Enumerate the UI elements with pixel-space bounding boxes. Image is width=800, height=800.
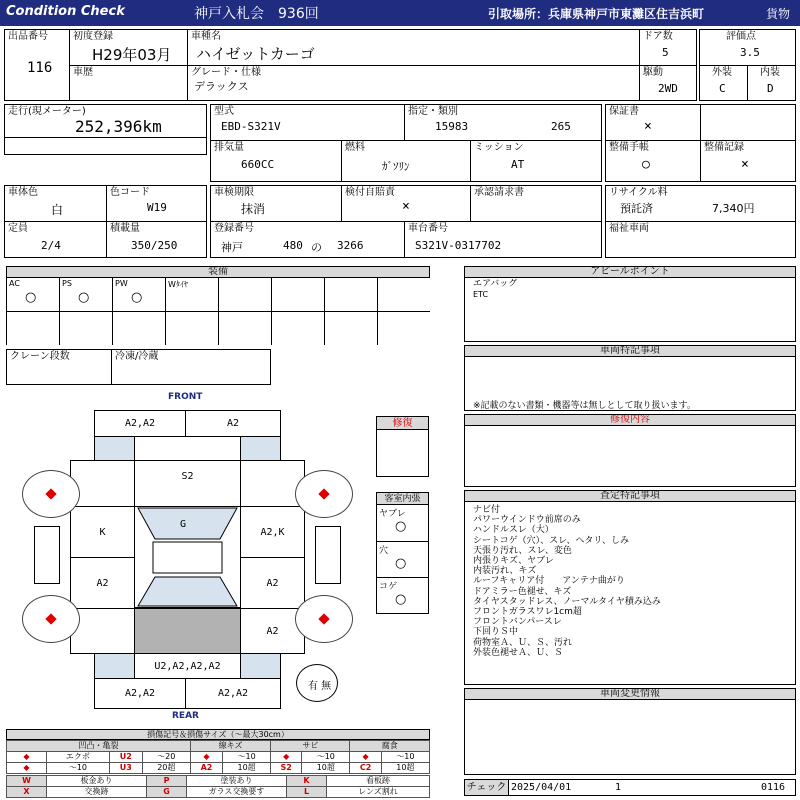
inspector-line: ルーフキャリア付 アンテナ曲がり <box>473 576 625 587</box>
equipment-label: PS <box>62 279 72 288</box>
windshield-damage: G <box>180 519 187 530</box>
history-cell <box>69 65 188 101</box>
body-color-label: 車体色 <box>8 187 38 198</box>
grade-label: グレード・仕様 <box>191 67 261 78</box>
right-front-door: A2,K <box>240 506 305 558</box>
warranty-cell <box>605 104 701 141</box>
manual: ○ <box>642 157 650 172</box>
plate-cell <box>210 221 405 258</box>
cargo-area <box>134 608 241 654</box>
doors-label: ドア数 <box>643 31 673 42</box>
lot-label: 出品番号 <box>8 31 48 42</box>
warranty-label: 保証書 <box>609 106 639 117</box>
history-label: 車歴 <box>73 67 93 78</box>
record-label: 整備記録 <box>704 142 744 153</box>
legend-dent-c: 〜20 <box>142 752 190 763</box>
legend-rust-a: S2 <box>271 763 302 774</box>
legend-scratch-c: A2 <box>190 763 222 774</box>
code-w-desc: 板金あり <box>47 776 147 787</box>
interior-burn-label: コゲ <box>379 582 398 592</box>
grade: デラックス <box>194 80 249 93</box>
check-label: チェック <box>465 780 509 795</box>
equipment-mark: ○ <box>131 290 143 305</box>
color-code-label: 色コード <box>110 187 150 198</box>
equipment-mark: ○ <box>78 290 90 305</box>
equipment-cell <box>324 311 378 345</box>
equipment-cell <box>324 277 378 312</box>
notes-title: 車両特記事項 <box>464 345 796 357</box>
equipment-cell <box>271 311 325 345</box>
appeal-line-2: ETC <box>473 290 489 299</box>
code-x: X <box>7 787 47 798</box>
rear-bumper: U2,A2,A2,A2 <box>134 653 241 679</box>
equipment-grid <box>6 277 430 345</box>
legend-dent-b: U2 <box>109 752 142 763</box>
first-reg: H29年03月 <box>92 46 172 64</box>
manual-cell <box>605 140 701 182</box>
type-label: 型式 <box>214 106 234 117</box>
equipment-cell <box>59 311 113 345</box>
fuel: ｶﾞｿﾘﾝ <box>382 160 410 173</box>
model-label: 車種名 <box>191 31 221 42</box>
mileage-label: 走行(現メーター) <box>8 106 86 117</box>
rear-label: REAR <box>172 711 199 721</box>
approval-label: 承認請求書 <box>474 187 524 198</box>
appeal-title: アピールポイント <box>464 266 796 278</box>
left-front-door: K <box>70 506 135 558</box>
ext: C <box>719 82 726 95</box>
legend-table: 凹凸・亀裂 線キズ サビ 腐食 ◆ エクボ U2 〜20 ◆ 〜10 ◆ 〜10 ◆ 〜10 ◆ 〜10 U3 20超 A2 10超 S2 10超 C2 10超 <box>6 740 430 774</box>
grade-cell <box>187 65 640 101</box>
front-bumper-left: A2,A2 <box>94 410 186 437</box>
equipment-cell <box>165 311 219 345</box>
interior-tear-label: ヤブレ <box>379 509 406 519</box>
legend-group-scratch: 線キズ <box>190 741 270 752</box>
crane-label: クレーン段数 <box>10 351 70 362</box>
color-code: W19 <box>147 201 167 214</box>
check-count: 1 <box>615 782 622 793</box>
equipment-cell <box>377 277 430 312</box>
designation: 15983 <box>435 120 469 133</box>
inspector-line: 外装色褪せＡ、Ｕ、Ｓ <box>473 647 564 658</box>
inspection-label: 車検期限 <box>214 187 254 198</box>
equipment-cell <box>271 277 325 312</box>
model-type: EBD-S321V <box>221 120 281 133</box>
mileage: 252,396km <box>75 117 162 136</box>
header-bar <box>0 0 800 26</box>
designation-label: 指定・類別 <box>408 106 458 117</box>
welfare-label: 福祉車両 <box>609 223 649 234</box>
interior-hole-mark: ○ <box>395 556 407 571</box>
manual-label: 整備手帳 <box>609 142 649 153</box>
check-date: 2025/04/01 <box>511 782 572 793</box>
right-mirror <box>315 526 341 584</box>
code-l-desc: レンズ割れ <box>327 787 430 798</box>
legend-title: 損傷記号＆損傷サイズ（〜最大30cm） <box>6 729 430 740</box>
approval-cell <box>470 185 602 222</box>
front-bumper-right: A2 <box>185 410 281 437</box>
mission-label: ミッション <box>474 142 524 153</box>
chassis-label: 車台番号 <box>408 223 448 234</box>
inspector-line: シートコゲ（穴）、スレ、ヘタリ、しみ <box>473 535 629 546</box>
mission-cell <box>470 140 602 182</box>
load-label: 積載量 <box>110 223 140 234</box>
displacement-cell <box>210 140 342 182</box>
record-cell <box>700 140 796 182</box>
plate-number: 3266 <box>337 239 364 252</box>
inspector-line: ハンドルスレ（大） <box>473 525 554 536</box>
code-k-desc: 看板跡 <box>327 776 430 787</box>
score-label: 評価点 <box>726 31 756 42</box>
equipment-cell <box>218 277 272 312</box>
warranty-blank <box>700 104 796 141</box>
displacement: 660CC <box>241 158 275 171</box>
int: D <box>767 82 774 95</box>
repair-box-body <box>376 429 429 477</box>
inspector-line: 天張り汚れ、スレ、変色 <box>473 545 572 556</box>
interior-hole-label: 穴 <box>379 546 389 556</box>
doors-cell <box>639 29 697 66</box>
wheel-front-right-icon <box>295 470 353 518</box>
freezer-label: 冷凍/冷蔵 <box>115 351 159 362</box>
capacity-label: 定員 <box>8 223 28 234</box>
change-title: 車両変更情報 <box>464 688 796 700</box>
mileage-cell <box>4 104 207 155</box>
body-color-cell <box>4 185 107 222</box>
auction-name: 神戸入札会 936回 <box>194 6 319 22</box>
mission: AT <box>511 158 525 171</box>
recall-label: 検付自賠責 <box>345 187 395 198</box>
inspector-line: ドアミラー色褪せ、キズ <box>473 586 572 597</box>
front-label: FRONT <box>168 392 203 402</box>
welfare-cell <box>605 221 796 258</box>
model-name: ハイゼットカーゴ <box>196 45 315 63</box>
code-x-desc: 交換跡 <box>47 787 147 798</box>
inspector-line: フロントバンパースレ <box>473 617 562 628</box>
inspector-line: 内張りキズ、ヤブレ <box>473 556 554 567</box>
change-body <box>464 699 796 775</box>
recycle-label: リサイクル料 <box>609 187 668 198</box>
equipment-cell <box>377 311 430 345</box>
inspector-line: ナビ付 <box>473 505 501 515</box>
code-p-desc: 塗装あり <box>187 776 287 787</box>
inspector-title: 査定特記事項 <box>464 490 796 502</box>
rear-light-left <box>94 653 135 679</box>
front-light-left <box>94 436 135 461</box>
code-g-desc: ガラス交換要す <box>187 787 287 798</box>
capacity: 2/4 <box>41 239 61 252</box>
legend-scratch-d: 10超 <box>222 763 270 774</box>
drive-cell <box>639 65 697 101</box>
front-light-right <box>240 436 281 461</box>
code-g: G <box>147 787 187 798</box>
lot-cell <box>4 29 70 101</box>
fuel-cell <box>341 140 471 182</box>
footer-bar <box>464 779 796 796</box>
code-k: K <box>287 776 327 787</box>
freezer-cell <box>111 349 271 385</box>
legend-rust-d: 10超 <box>302 763 350 774</box>
displacement-label: 排気量 <box>214 142 244 153</box>
chassis-cell <box>404 221 602 258</box>
legend-group-rust: サビ <box>271 741 350 752</box>
inspection-cell <box>210 185 342 222</box>
crane-cell <box>6 349 112 385</box>
left-front-fender-top <box>70 460 135 507</box>
drive: 2WD <box>658 82 678 95</box>
lot-number: 116 <box>27 60 53 76</box>
code-w: W <box>7 776 47 787</box>
interior-body <box>376 504 429 614</box>
equipment-label: AC <box>9 279 20 288</box>
inspector-line: パワーウインドウ前席のみ <box>473 515 581 526</box>
wheel-rear-right-icon <box>295 595 353 643</box>
legend-group-dent: 凹凸・亀裂 <box>7 741 191 752</box>
interior-tear-mark: ○ <box>395 519 407 534</box>
interior-burn-mark: ○ <box>395 592 407 607</box>
int-label: 内装 <box>760 67 780 78</box>
rear-lower-right: A2,A2 <box>185 678 281 709</box>
legend-dent-e: U3 <box>109 763 142 774</box>
right-rear-door: A2 <box>240 557 305 609</box>
inspector-line: フロントガラスワレ1cm超 <box>473 607 582 618</box>
hood: S2 <box>134 460 241 507</box>
legend-dent-d: 〜10 <box>47 763 110 774</box>
rear-light-right <box>240 653 281 679</box>
wheel-rear-left-icon <box>22 595 80 643</box>
ext-cell <box>699 65 748 101</box>
vehicle-type: 貨物 <box>766 7 791 21</box>
recycle-status: 預託済 <box>620 202 653 215</box>
equipment-cell <box>218 311 272 345</box>
rear-glass <box>138 577 237 606</box>
right-quarter: A2 <box>240 608 305 654</box>
load-cell <box>106 221 207 258</box>
equipment-cell <box>112 311 166 345</box>
repair-content-title: 修復内容 <box>464 414 796 426</box>
equipment-cell <box>59 277 113 312</box>
spare-tire-text: 有 無 <box>308 681 332 692</box>
notes-body <box>464 356 796 411</box>
roof-panel <box>153 542 222 573</box>
recycle-amount: 7,340円 <box>712 202 755 215</box>
capacity-cell <box>4 221 107 258</box>
windshield-roof-diagram <box>134 506 241 608</box>
inspection: 抹消 <box>241 202 266 216</box>
equipment-title: 装備 <box>6 266 430 278</box>
interior-title: 客室内張 <box>376 492 429 505</box>
color-code-cell <box>106 185 207 222</box>
plate-area: 神戸 <box>221 241 243 254</box>
equipment-label: Wﾀｲﾔ <box>168 280 188 289</box>
recycle-cell <box>605 185 796 222</box>
wheel-front-left-icon <box>22 470 80 518</box>
legend-scratch-b: 〜10 <box>222 752 270 763</box>
first-reg-cell <box>69 29 188 66</box>
legend-corrosion-b: 〜10 <box>381 752 429 763</box>
appeal-body <box>464 277 796 342</box>
inspector-line: 内装汚れ、キズ <box>473 566 537 577</box>
pickup-location: 引取場所：兵庫県神戸市東灘区住吉浜町 <box>488 7 705 21</box>
legend-corrosion-d: 10超 <box>381 763 429 774</box>
equipment-mark: ○ <box>25 290 37 305</box>
ext-label: 外装 <box>712 67 732 78</box>
plate-kana: の <box>311 241 322 254</box>
code-p: P <box>147 776 187 787</box>
body-color: 白 <box>51 203 64 217</box>
legend-dent-f: 20超 <box>142 763 190 774</box>
equipment-cell <box>6 311 60 345</box>
load: 350/250 <box>131 239 178 252</box>
designation-cell <box>404 104 602 141</box>
score-cell <box>699 29 796 66</box>
warranty: × <box>644 119 652 134</box>
equipment-cell <box>112 277 166 312</box>
appeal-line-1: エアバッグ <box>473 279 518 289</box>
legend-dent-a: エクボ <box>47 752 110 763</box>
score: 3.5 <box>740 46 760 59</box>
plate-class: 480 <box>283 239 303 252</box>
rear-lower-left: A2,A2 <box>94 678 186 709</box>
legend-group-corrosion: 腐食 <box>350 741 430 752</box>
legend-rust-b: 〜10 <box>302 752 350 763</box>
inspector-line: タイヤスタッドレス、ノーマルタイヤ積み込み <box>473 596 661 607</box>
int-cell <box>747 65 796 101</box>
repair-content-body <box>464 425 796 487</box>
equipment-label: PW <box>115 279 128 288</box>
recall: × <box>402 199 410 214</box>
equipment-cell <box>6 277 60 312</box>
equipment-cell <box>165 277 219 312</box>
class: 265 <box>551 120 571 133</box>
legend-rust-c: C2 <box>350 763 381 774</box>
first-reg-label: 初度登録 <box>73 31 113 42</box>
plate-label: 登録番号 <box>214 223 254 234</box>
left-mirror <box>34 526 60 584</box>
repair-box-title: 修復 <box>376 416 429 430</box>
windshield-glass <box>138 508 237 539</box>
record: × <box>741 157 749 172</box>
type-cell <box>210 104 405 141</box>
check-code: 0116 <box>761 782 786 793</box>
recall-cell <box>341 185 471 222</box>
chassis-number: S321V-0317702 <box>415 239 502 252</box>
inspector-body <box>464 501 796 685</box>
left-rear-door: A2 <box>70 557 135 609</box>
inspector-line: 下回りＳ中 <box>473 627 519 638</box>
model-cell <box>187 29 640 66</box>
fuel-label: 燃料 <box>345 142 365 153</box>
drive-label: 駆動 <box>643 67 663 78</box>
inspector-line: 荷物室Ａ、Ｕ、Ｓ、汚れ <box>473 637 573 648</box>
front-panel <box>134 436 241 461</box>
notes-text: ※記載のない書類・機器等は無しとして取り扱います。 <box>473 401 696 411</box>
doors: 5 <box>662 46 669 59</box>
legend-codes <box>6 775 430 798</box>
code-l: L <box>287 787 327 798</box>
header-title: Condition Check <box>6 4 125 19</box>
